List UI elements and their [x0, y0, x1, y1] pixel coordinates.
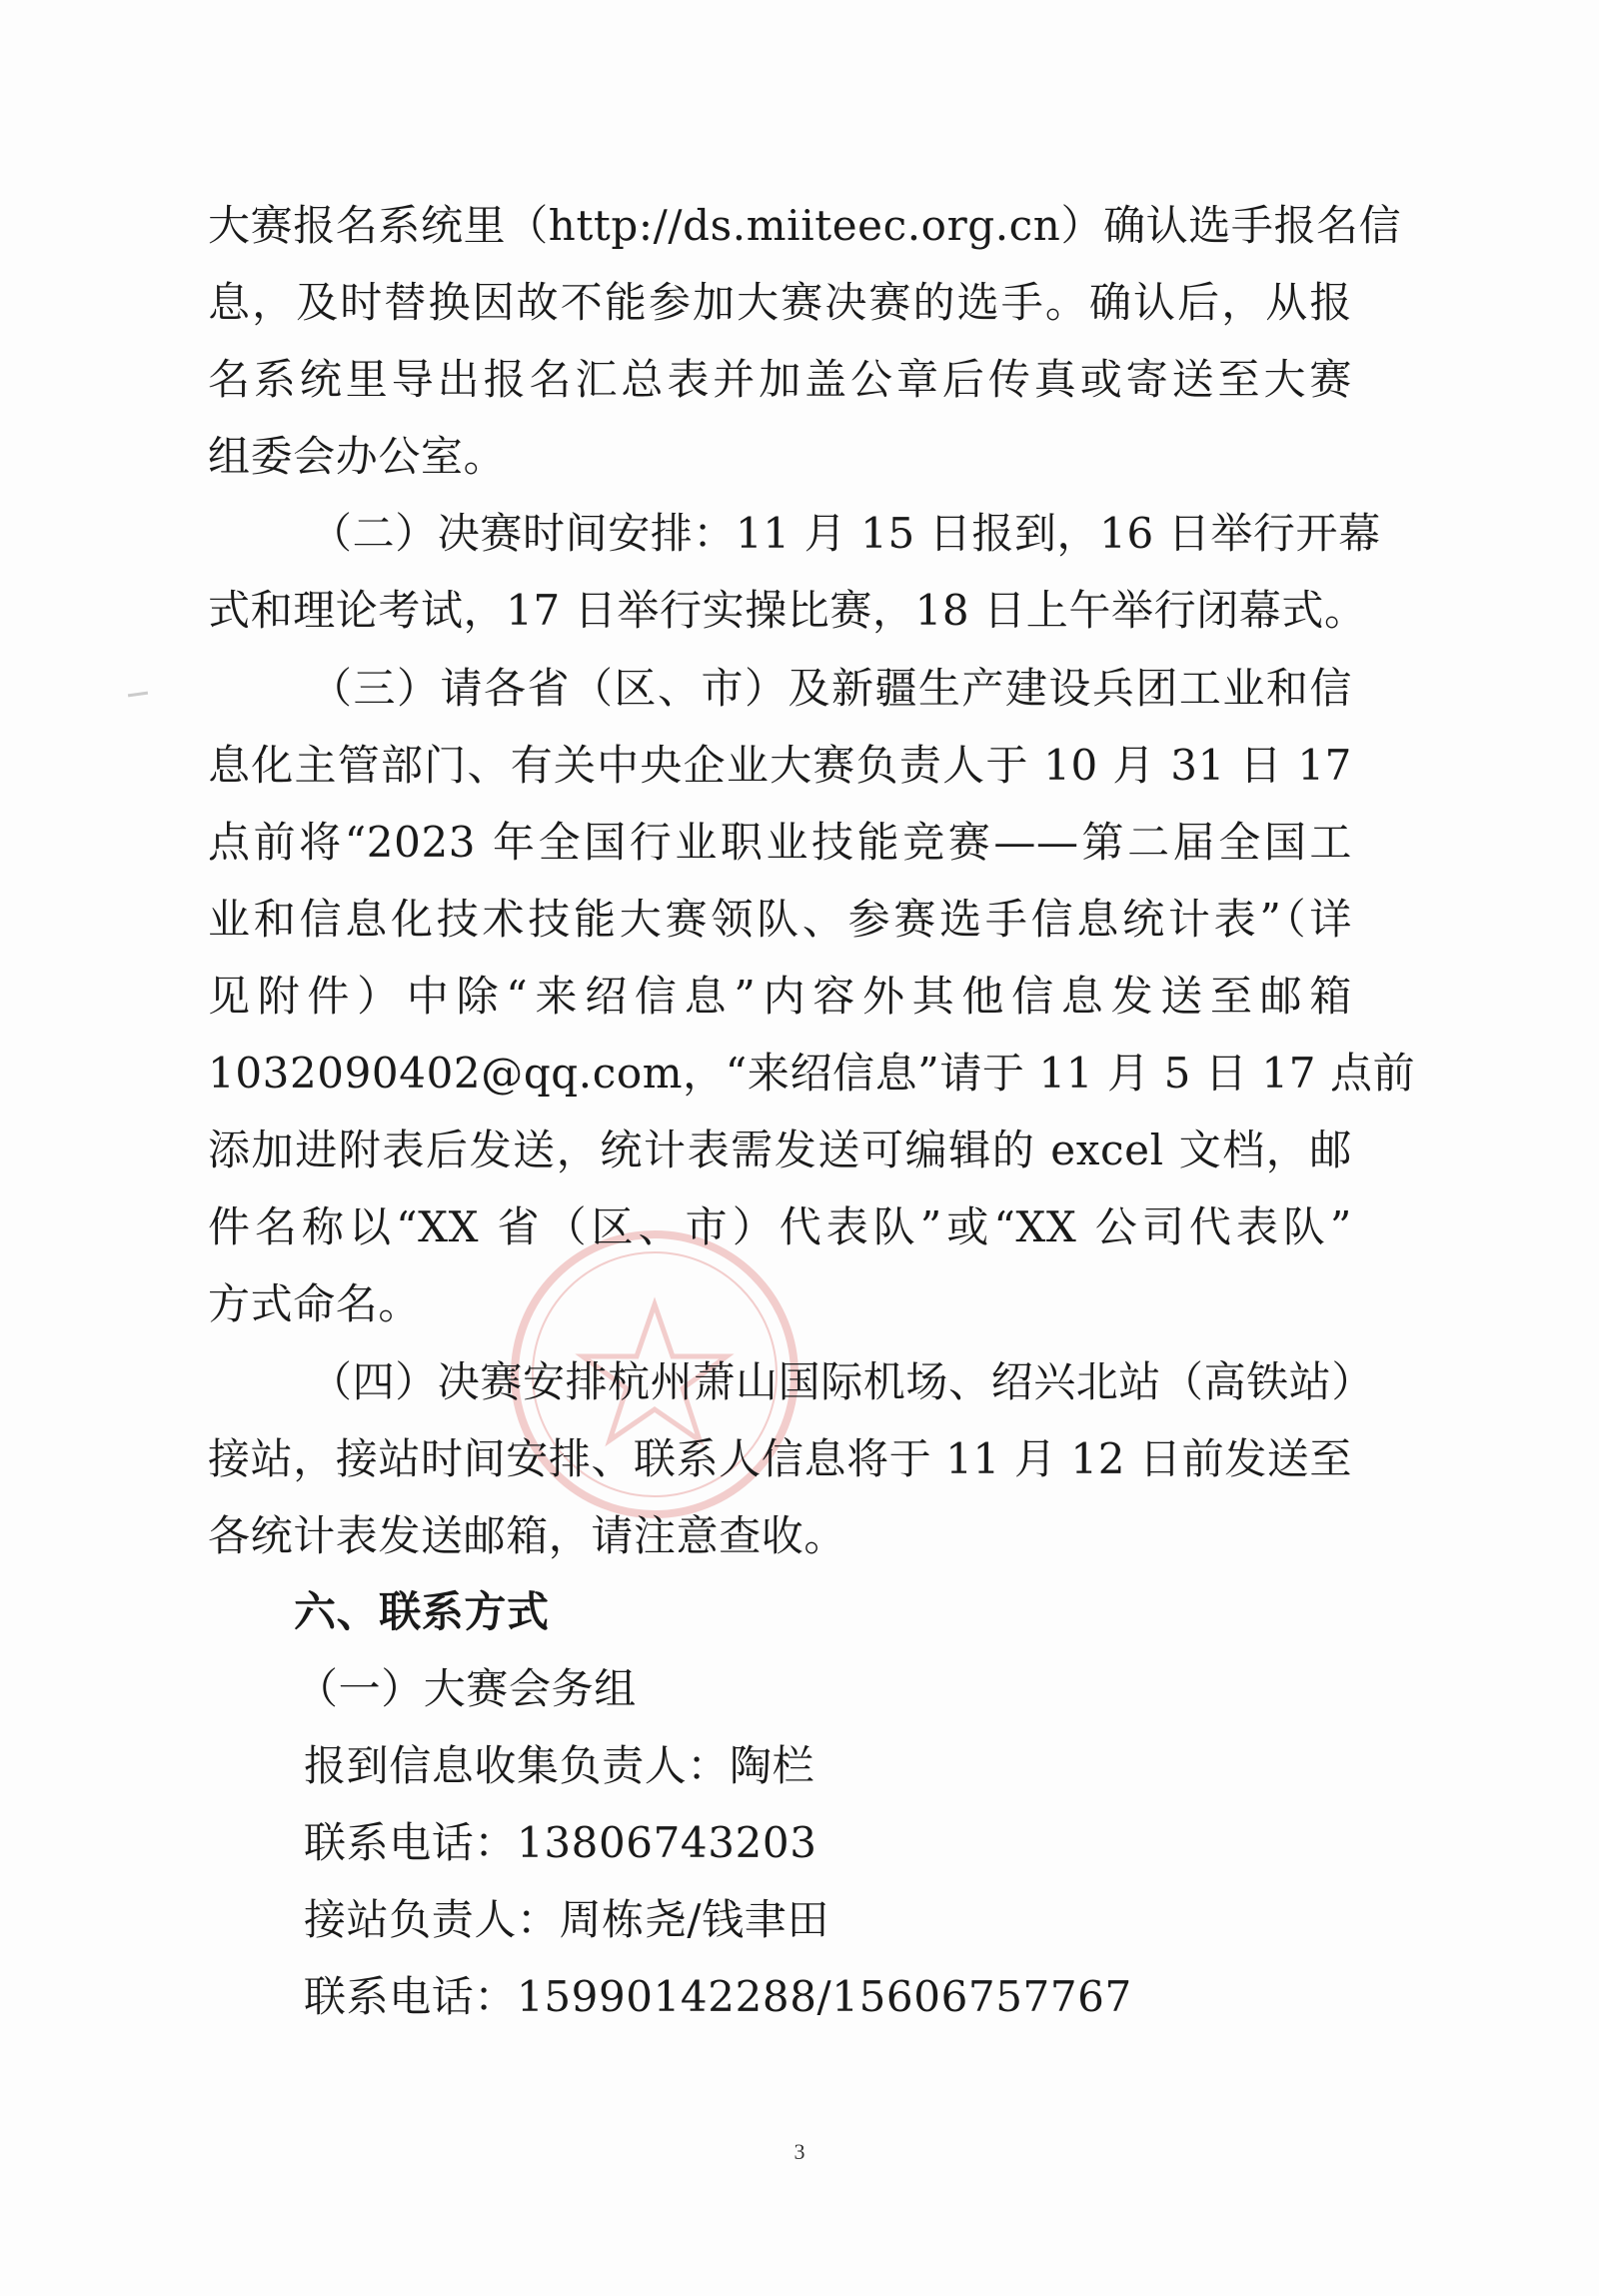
text-line: 式和理论考试，17 日举行实操比赛，18 日上午举行闭幕式。 — [208, 586, 1367, 635]
subsection-heading: （一）大赛会务组 — [296, 1664, 637, 1713]
text-line: 业和信息化技术技能大赛领队、参赛选手信息统计表”（详 — [208, 895, 1352, 944]
contact-phone: 联系电话：15990142288/15606757767 — [304, 1972, 1132, 2021]
text-line: 方式命名。 — [208, 1279, 422, 1328]
text-line: 件名称以“XX 省（区、市）代表队”或“XX 公司代表队” — [208, 1202, 1352, 1251]
scan-mark — [128, 692, 148, 698]
text-line: 点前将“2023 年全国行业职业技能竞赛——第二届全国工 — [208, 818, 1352, 867]
text-line: 添加进附表后发送，统计表需发送可编辑的 excel 文档，邮 — [208, 1126, 1352, 1174]
text-line: 大赛报名系统里（http://ds.miiteec.org.cn）确认选手报名信 — [208, 201, 1402, 250]
text-line: （四）决赛安排杭州萧山国际机场、绍兴北站（高铁站） — [310, 1357, 1375, 1406]
text-line: 息化主管部门、有关中央企业大赛负责人于 10 月 31 日 17 — [208, 741, 1352, 790]
text-line: （三）请各省（区、市）及新疆生产建设兵团工业和信 — [310, 664, 1352, 713]
text-line: （二）决赛时间安排：11 月 15 日报到，16 日举行开幕 — [310, 509, 1381, 558]
section-heading: 六、联系方式 — [294, 1587, 550, 1636]
text-line: 名系统里导出报名汇总表并加盖公章后传真或寄送至大赛 — [208, 355, 1352, 404]
email-line: 1032090402@qq.com，“来绍信息”请于 11 月 5 日 17 点前 — [208, 1049, 1416, 1098]
text-line: 息，及时替换因故不能参加大赛决赛的选手。确认后，从报 — [208, 278, 1352, 327]
text-line: 组委会办公室。 — [208, 432, 507, 481]
text-line: 各统计表发送邮箱，请注意查收。 — [208, 1511, 847, 1560]
text-line: 见附件）中除“来绍信息”内容外其他信息发送至邮箱 — [208, 972, 1352, 1021]
page-number: 3 — [794, 2139, 805, 2164]
contact-person: 报到信息收集负责人：陶栏 — [304, 1741, 815, 1790]
contact-person: 接站负责人：周栋尧/钱聿田 — [304, 1895, 829, 1944]
text-line: 接站，接站时间安排、联系人信息将于 11 月 12 日前发送至 — [208, 1434, 1352, 1483]
contact-phone: 联系电话：13806743203 — [304, 1818, 817, 1867]
